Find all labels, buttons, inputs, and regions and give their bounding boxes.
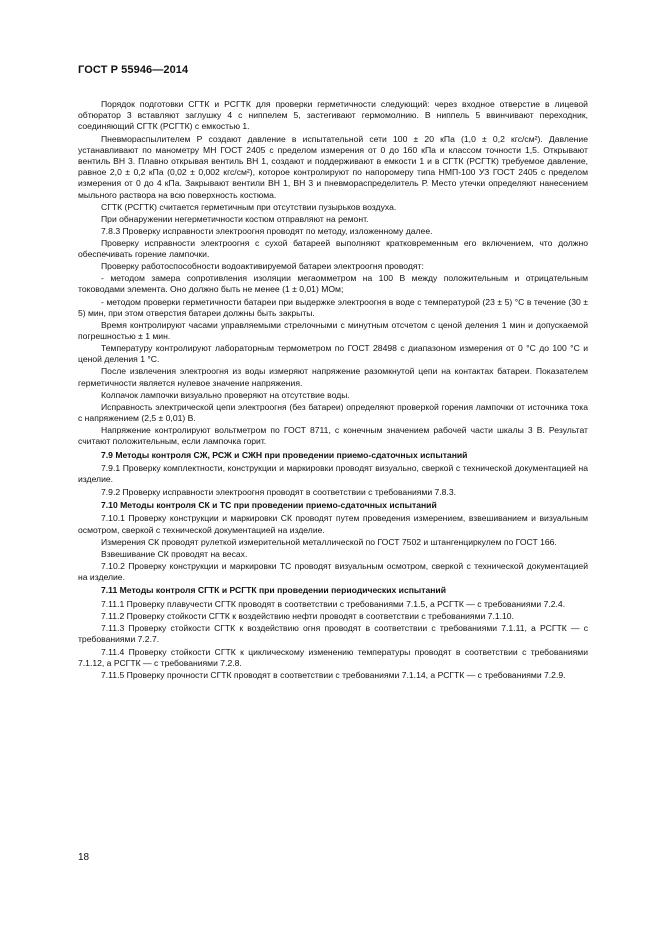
paragraph: 7.9.1 Проверку комплектности, конструкции и маркировки проводят визуально, сверкой с технической документацией на изделие.	[78, 463, 588, 485]
paragraph: 7.11.2 Проверку стойкости СГТК к воздействию нефти проводят в соответствии с требованиями 7.1.10.	[101, 611, 514, 622]
paragraph: Порядок подготовки СГТК и РСГТК для проверки герметичности следующий: через входное отверстие в лицевой обтюратор 3 вставляют заглушку 4 с ниппелем 5, застегивают гермомолнию. В ниппель 5 ввинчивают переходник, соединяющий СГТК (РСГТК) с емкостью 1.	[78, 99, 588, 132]
section-heading: 7.10 Методы контроля СК и ТС при проведении приемо-сдаточных испытаний	[101, 499, 437, 510]
paragraph: Измерения СК проводят рулеткой измерительной металлической по ГОСТ 7502 и штангенциркулем по ГОСТ 166.	[101, 536, 557, 547]
section-heading: 7.11 Методы контроля СГТК и РСГТК при проведении периодических испытаний	[101, 585, 446, 596]
paragraph: При обнаружении негерметичности костюм отправляют на ремонт.	[101, 213, 369, 224]
paragraph: Проверку исправности электроогня с сухой батареей выполняют кратковременным его включением, что должно обеспечивать горение лампочки.	[78, 237, 588, 260]
paragraph: После извлечения электроогня из воды измеряют напряжение разомкнутой цепи на контактах батареи. Показателем герметичности является нулевое значение напряжения.	[78, 366, 588, 388]
paragraph: 7.9.2 Проверку исправности электроогня проводят в соответствии с требованиями 7.8.3.	[101, 486, 457, 497]
paragraph: 7.11.3 Проверку стойкости СГТК к воздействию огня проводят в соответствии с требованиями 7.1.11, а РСГТК — с требованиями 7.2.7.	[78, 623, 588, 645]
paragraph: Температуру контролируют лабораторным термометром по ГОСТ 28498 с диапазоном измерения от 0 °С до 100 °С и ценой деления 1 °С.	[78, 343, 588, 365]
paragraph: 7.11.5 Проверку прочности СГТК проводят в соответствии с требованиями 7.1.14, а РСГТК — с требованиями 7.2.9.	[101, 669, 566, 680]
document-body	[78, 99, 588, 682]
paragraph: 7.11.4 Проверку стойкости СГТК к циклическому изменению температуры проводят в соответствии с требованиями 7.1.12, а РСГТК — с требованиями 7.2.8.	[78, 646, 588, 668]
paragraph: - методом проверки герметичности батареи при выдержке электроогня в воде с температурой (23 ± 5) °С в течение (30 ± 5) мин, при этом отверстия батареи должны быть закрыты.	[78, 296, 588, 318]
paragraph: 7.8.3 Проверку исправности электроогня проводят по методу, изложенному далее.	[101, 225, 433, 236]
page-number: 18	[78, 852, 90, 863]
page-header-title: ГОСТ Р 55946—2014	[78, 64, 189, 76]
paragraph: 7.10.1 Проверку конструкции и маркировки СК проводят путем проведения измерением, взвешиванием и визуальным осмотром, сверкой с технической документацией на изделие.	[78, 513, 588, 535]
paragraph: Пневмораспылителем Р создают давление в испытательной сети 100 ± 20 кПа (1,0 ± 0,2 кгс/см²). Давление устанавливают по манометру МН ГОСТ 2405 с пределом измерения от 0 до 160 кПа и классом точности 1,5. Открывают вентиль ВН 3. Плавно открывая вентиль ВН 1, создают и поддерживают в емкости 1 и в СГТК (РСГТК) требуемое давление, равное 2,0 ± 0,2 кПа (0,02 ± 0,002 кгс/см²), которое контролируют по напоромеру типа НМП-100 УЗ ГОСТ 2405 с пределом измерения от 0 до 4 кПа. Закрывают вентили ВН 1, ВН 3 и пневмораспределитель Р. Место утечки определяют нанесением мыльного раствора на всю поверхность костюма.	[78, 133, 588, 200]
paragraph: Проверку работоспособности водоактивируемой батареи электроогня проводят:	[101, 261, 424, 272]
paragraph: Время контролируют часами управляемыми стрелочными с минутным отсчетом с ценой деления 1 мин и допускаемой погрешностью ± 1 мин.	[78, 319, 588, 342]
paragraph: - методом замера сопротивления изоляции мегаомметром на 100 В между положительным и отрицательным тоководами элемента. Оно должно быть не менее (1 ± 0,01) МОм;	[78, 273, 588, 295]
paragraph: Взвешивание СК проводят на весах.	[101, 548, 248, 559]
paragraph: СГТК (РСГТК) считается герметичным при отсутствии пузырьков воздуха.	[101, 201, 397, 212]
paragraph: Напряжение контролируют вольтметром по ГОСТ 8711, с конечным значением рабочей части шкалы 3 В. Результат считают положительным, если лампочка горит.	[78, 425, 588, 447]
paragraph: Исправность электрической цепи электроогня (без батареи) определяют проверкой горения лампочки от источника тока с напряжением (2,5 ± 0,01) В.	[78, 401, 588, 424]
paragraph: 7.11.1 Проверку плавучести СГТК проводят в соответствии с требованиями 7.1.5, а РСГТК — с требованиями 7.2.4.	[101, 599, 566, 610]
paragraph: Колпачок лампочки визуально проверяют на отсутствие воды.	[101, 389, 350, 400]
section-heading: 7.9 Методы контроля СЖ, РСЖ и СЖН при проведении приемо-сдаточных испытаний	[101, 449, 468, 460]
paragraph: 7.10.2 Проверку конструкции и маркировки ТС проводят визуальным осмотром, сверкой с технической документацией на изделие.	[78, 560, 588, 583]
